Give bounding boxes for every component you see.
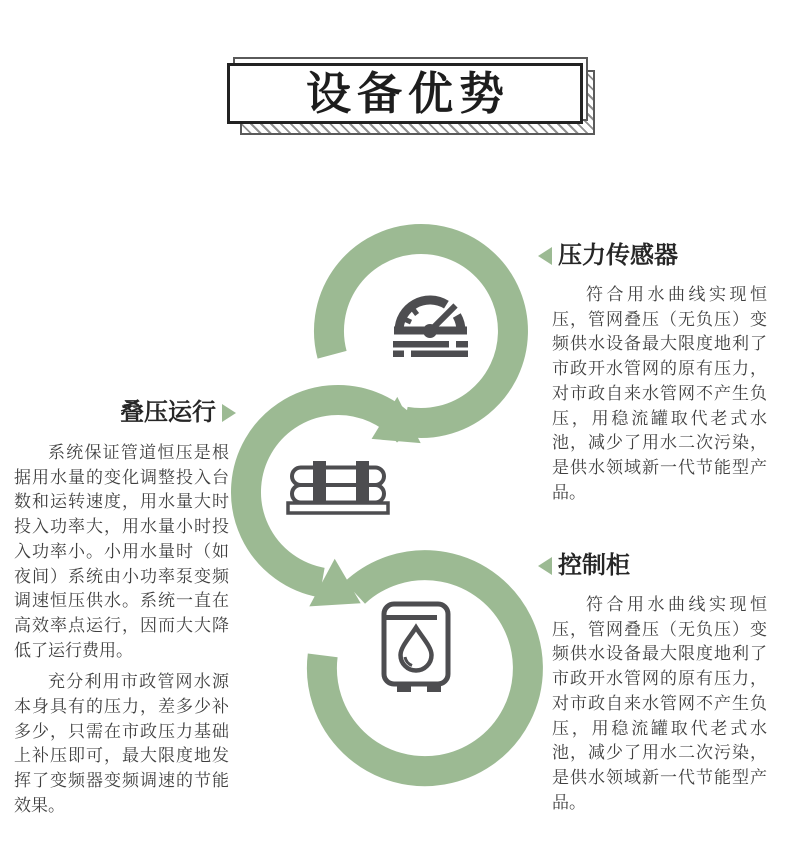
section-paragraph: 充分利用市政管网水源本身具有的压力，差多少补多少，只需在市政压力基础上补压即可，最大限度地发挥了变频器变频调速的节能效果。 [14, 672, 229, 815]
section-paragraph: 符合用水曲线实现恒压，管网叠压（无负压）变频供水设备最大限度地利了市政开水管网的原有压力，对市政自来水管网不产生负压，用稳流罐取代老式水池，减少了用水二次污染，是供水领域新一代节能型产品。 [552, 285, 767, 502]
section-title: 控制柜 [558, 552, 630, 579]
section-title-row [14, 398, 236, 428]
section-paragraph: 符合用水曲线实现恒压，管网叠压（无负压）变频供水设备最大限度地利了市政开水管网的原有压力，对市政自来水管网不产生负压，用稳流罐取代老式水池，减少了用水二次污染，是供水领域新一代节能型产品。 [552, 595, 767, 812]
right-triangle-icon [222, 404, 236, 422]
water-heater-icon [384, 604, 448, 692]
section-title-row [538, 551, 790, 581]
section-control-cabinet [538, 551, 790, 815]
section-title-row [538, 241, 790, 271]
gauge-icon [393, 300, 468, 357]
left-triangle-icon [538, 247, 552, 265]
section-stacked-pressure-operation [14, 398, 236, 819]
section-title: 叠压运行 [120, 399, 216, 426]
section-pressure-sensor [538, 241, 790, 505]
section-paragraph: 系统保证管道恒压是根据用水量的变化调整投入台数和运转速度，用水量大时投入功率大，用水量小时投入功率小。小用水量时（如夜间）系统由小功率泵变频调速恒压供水。系统一直在高效率点运行，因而大大降低了运行费用。 [14, 443, 229, 660]
left-triangle-icon [538, 557, 552, 575]
pipe-rack-icon [288, 461, 388, 513]
page-title: 设备优势 [305, 68, 510, 119]
section-title: 压力传感器 [558, 242, 678, 269]
